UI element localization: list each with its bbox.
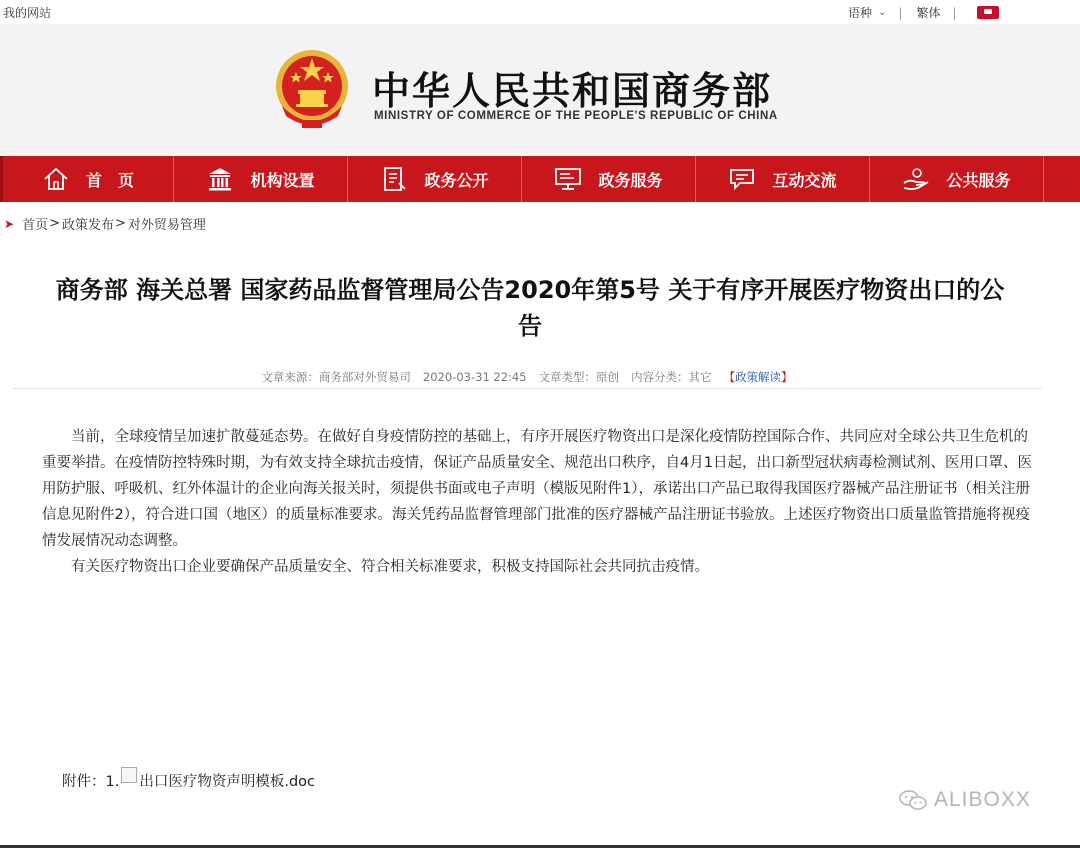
nav-item-organization[interactable] [174, 156, 348, 202]
national-emblem-icon [272, 46, 352, 130]
article-title [10, 272, 1050, 344]
broken-image-icon [121, 767, 137, 783]
breadcrumb-home[interactable]: 首页 [22, 218, 49, 233]
policy-interpretation-label: 政策解读 [735, 370, 782, 384]
article-paragraph: 当前，全球疫情呈加速扩散蔓延态势。在做好自身疫情防控的基础上，有序开展医疗物资出口是深化疫情防控国际合作、共同应对全球公共卫生危机的重要举措。在疫情防控特殊时期，为有效支持全球抗击疫情，保证产品质量安全、规范出口秩序，自4月1日起，出口新型冠状病毒检测试剂、医用口罩、医用防护服、呼吸机、红外体温计的企业向海关报关时，须提供书面或电子声明（模版见附件1），承诺出口产品已取得我国医疗器械产品注册证书（相关注册信息见附件2），符合进口国（地区）的质量标准要求。海关凭药品监督管理部门批准的医疗器械产品注册证书验放。上述医疗物资出口质量监管措施将视疫情发展情况动态调整。 [42, 429, 1032, 549]
attachment-label: 附件：1. [62, 774, 120, 790]
language-dropdown[interactable] [848, 4, 886, 21]
article-title-line: 告 [518, 312, 542, 340]
main-nav [0, 156, 1080, 202]
language-label: 语种 [848, 6, 873, 20]
attachment-file-link[interactable]: 出口医疗物资声明模板.doc [139, 774, 315, 790]
breadcrumb-separator: > [115, 216, 126, 231]
home-icon [42, 165, 70, 193]
divider: | [952, 5, 957, 20]
article-paragraph: 有关医疗物资出口企业要确保产品质量安全、符合相关标准要求，积极支持国际社会共同抗击疫情。 [71, 559, 709, 575]
nav-item-services[interactable] [522, 156, 696, 202]
divider: | [898, 5, 903, 20]
document-icon [380, 165, 408, 193]
nav-item-government-affairs[interactable] [348, 156, 522, 202]
article-type: 文章类型：原创 [538, 370, 620, 384]
breadcrumb-separator: > [49, 216, 60, 231]
article-body [42, 424, 1032, 580]
watermark-text: ALIBOXX [934, 788, 1031, 811]
site-subtitle: MINISTRY OF COMMERCE OF THE PEOPLE'S REPUBLIC OF CHINA [374, 110, 778, 122]
article-source: 文章来源：商务部对外贸易司 [261, 370, 411, 384]
nav-item-interaction[interactable] [696, 156, 870, 202]
nav-item-label: 互动交流 [772, 170, 837, 190]
monitor-icon [554, 165, 582, 193]
breadcrumb-policy[interactable]: 政策发布 [61, 218, 114, 233]
bracket: 】 [781, 370, 793, 384]
article-date: 2020-03-31 22:45 [422, 370, 527, 384]
nav-item-label: 首 页 [85, 170, 134, 190]
chevron-down-icon: ⌄ [878, 7, 887, 18]
bracket: 【 [723, 370, 736, 384]
breadcrumb-arrow-icon: ➤ [4, 216, 15, 231]
site-header [0, 24, 1080, 156]
mail-icon[interactable] [977, 6, 999, 19]
hand-icon [902, 165, 930, 193]
traditional-chinese-link[interactable]: 繁体 [916, 6, 941, 20]
nav-item-label: 机构设置 [250, 170, 315, 190]
top-bar-right [848, 4, 999, 21]
article-meta [12, 366, 1042, 389]
nav-item-label: 公共服务 [946, 170, 1011, 190]
building-icon [206, 165, 234, 193]
nav-item-label: 政务公开 [424, 170, 489, 190]
site-title: 中华人民共和国商务部 [372, 69, 773, 113]
breadcrumb-trade[interactable]: 对外贸易管理 [127, 218, 206, 233]
wechat-icon [898, 788, 928, 812]
article-category: 内容分类：其它 [631, 370, 712, 384]
my-site-link[interactable]: 我的网站 [3, 6, 52, 20]
policy-interpretation-link[interactable] [724, 369, 793, 385]
watermark [898, 788, 1031, 812]
nav-item-label: 政务服务 [598, 170, 663, 190]
breadcrumb [4, 214, 206, 233]
attachment-row [62, 770, 315, 791]
chat-icon [728, 165, 756, 193]
nav-item-public-services[interactable] [870, 156, 1044, 202]
top-bar [0, 0, 1080, 25]
nav-item-home[interactable] [0, 156, 174, 202]
article-title-line: 商务部 海关总署 国家药品监督管理局公告2020年第5号 关于有序开展医疗物资出口的公 [55, 276, 1005, 304]
